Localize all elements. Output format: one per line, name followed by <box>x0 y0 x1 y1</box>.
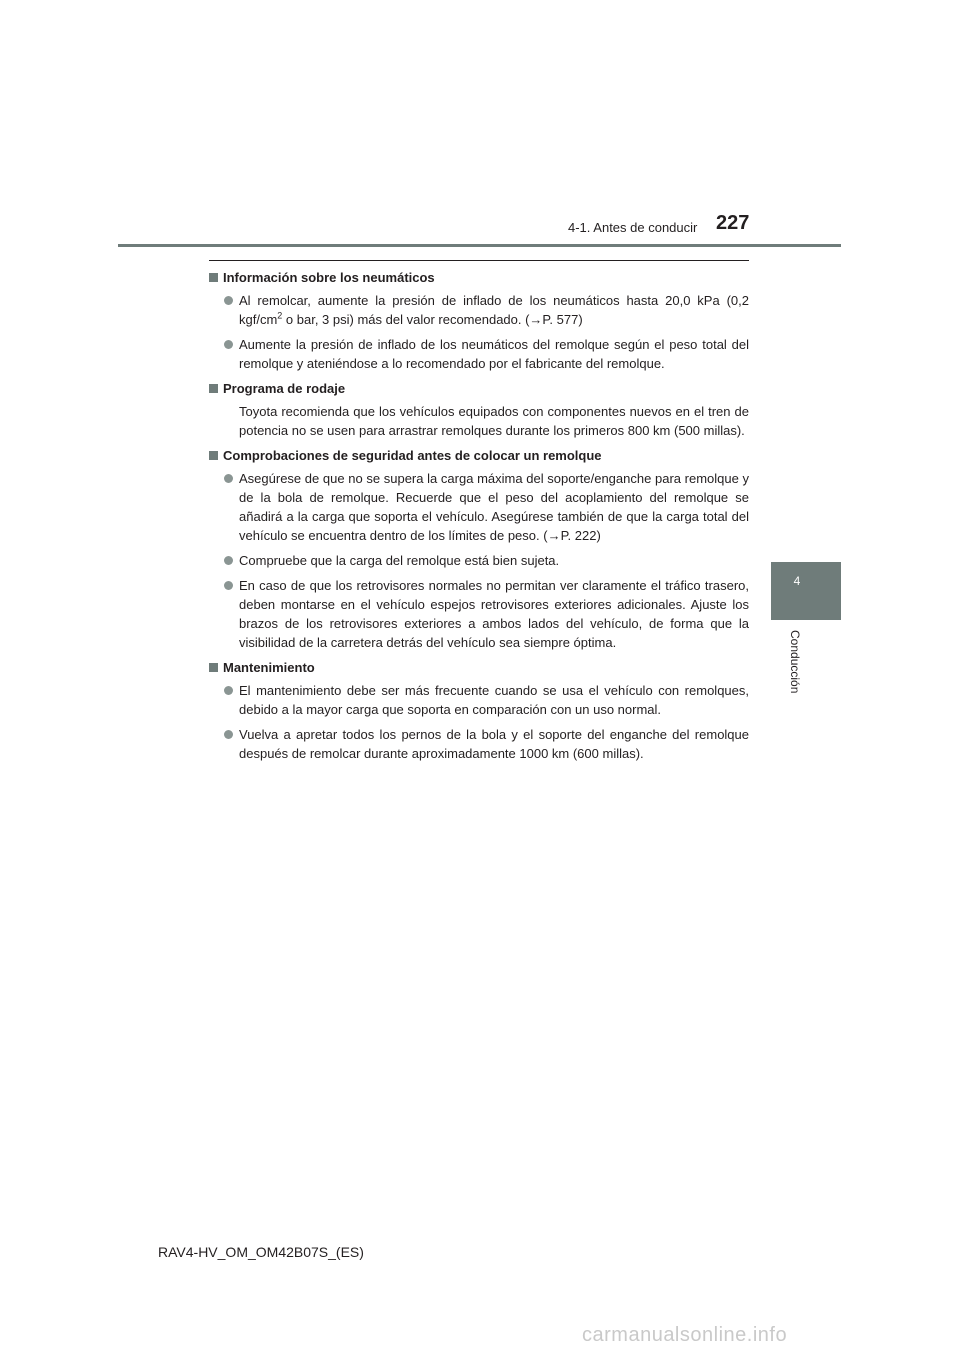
list-item-text: Asegúrese de que no se supera la carga máxima del soporte/enganche para remolque y de la bola de remolque. Recuerde que el peso del acoplamiento del remolque se añadirá a la carga que soporta el vehículo. Asegúrese también de que la carga total del vehículo se encuentra dentro de los límites de peso. (→P. 222) <box>239 471 749 543</box>
list-item <box>209 291 749 329</box>
list-item <box>209 725 749 763</box>
list-item-text: En caso de que los retrovisores normales no permitan ver claramente el tráfico trasero, deben montarse en el vehículo espejos retrovisores exteriores adicionales. Ajuste los brazos de los retrovisores exteriores a ambos lados del vehículo, de forma que la visibilidad de la carretera detrás del vehículo sea siempre óptima. <box>239 578 749 650</box>
page-content <box>209 268 749 769</box>
list-item-text: El mantenimiento debe ser más frecuente cuando se usa el vehículo con remolques, debido a la mayor carga que soporta en comparación con un uso normal. <box>239 683 749 717</box>
square-bullet-icon <box>209 451 218 460</box>
list-item-text-cont: o bar, 3 psi) más del valor recomendado. (→P. 577) <box>282 312 583 327</box>
square-bullet-icon <box>209 384 218 393</box>
square-bullet-icon <box>209 273 218 282</box>
list-item <box>209 469 749 545</box>
section-title-text: Programa de rodaje <box>223 381 346 396</box>
circle-bullet-icon <box>224 296 233 305</box>
section-title <box>209 379 749 398</box>
circle-bullet-icon <box>224 474 233 483</box>
section-safety-checks <box>209 446 749 652</box>
list-item <box>209 335 749 373</box>
circle-bullet-icon <box>224 556 233 565</box>
content-rule <box>209 260 749 261</box>
watermark: carmanualsonline.info <box>582 1324 788 1346</box>
circle-bullet-icon <box>224 581 233 590</box>
paragraph: Toyota recomienda que los vehículos equipados con componentes nuevos en el tren de potencia no se usen para arrastrar remolques durante los primeros 800 km (500 millas). <box>239 404 749 438</box>
circle-bullet-icon <box>224 730 233 739</box>
list-item-text: Aumente la presión de inflado de los neumáticos del remolque según el peso total del remolque y ateniéndose a lo recomendado por el fabricante del remolque. <box>239 337 749 371</box>
section-tire-info <box>209 268 749 373</box>
header-rule <box>118 244 841 247</box>
section-title <box>209 658 749 677</box>
list-item <box>209 576 749 652</box>
section-title-text: Información sobre los neumáticos <box>223 270 435 285</box>
section-maintenance <box>209 658 749 763</box>
circle-bullet-icon <box>224 340 233 349</box>
chapter-tab-label: Conducción <box>788 630 802 694</box>
section-title-text: Mantenimiento <box>223 660 315 675</box>
superscript: 2 <box>277 310 283 321</box>
list-item-text: Al remolcar, aumente la presión de inflado de los neumáticos hasta 20,0 kPa (0,2 kgf/cm <box>239 293 749 327</box>
list-item-text: Vuelva a apretar todos los pernos de la bola y el soporte del enganche del remolque después de remolcar durante aproximadamente 1000 km (600 millas). <box>239 727 749 761</box>
header-section-title: 4-1. Antes de conducir <box>568 220 698 235</box>
square-bullet-icon <box>209 663 218 672</box>
page-number: 227 <box>716 212 750 234</box>
section-title-text: Comprobaciones de seguridad antes de colocar un remolque <box>223 448 602 463</box>
circle-bullet-icon <box>224 686 233 695</box>
list-item <box>209 681 749 719</box>
list-item <box>209 551 749 570</box>
section-break-in <box>209 379 749 440</box>
section-title <box>209 446 749 465</box>
chapter-tab <box>771 562 841 620</box>
section-title <box>209 268 749 287</box>
chapter-tab-number: 4 <box>793 574 801 588</box>
list-item-text: Compruebe que la carga del remolque está bien sujeta. <box>239 553 560 568</box>
footer-doc-code: RAV4-HV_OM_OM42B07S_(ES) <box>158 1244 364 1260</box>
